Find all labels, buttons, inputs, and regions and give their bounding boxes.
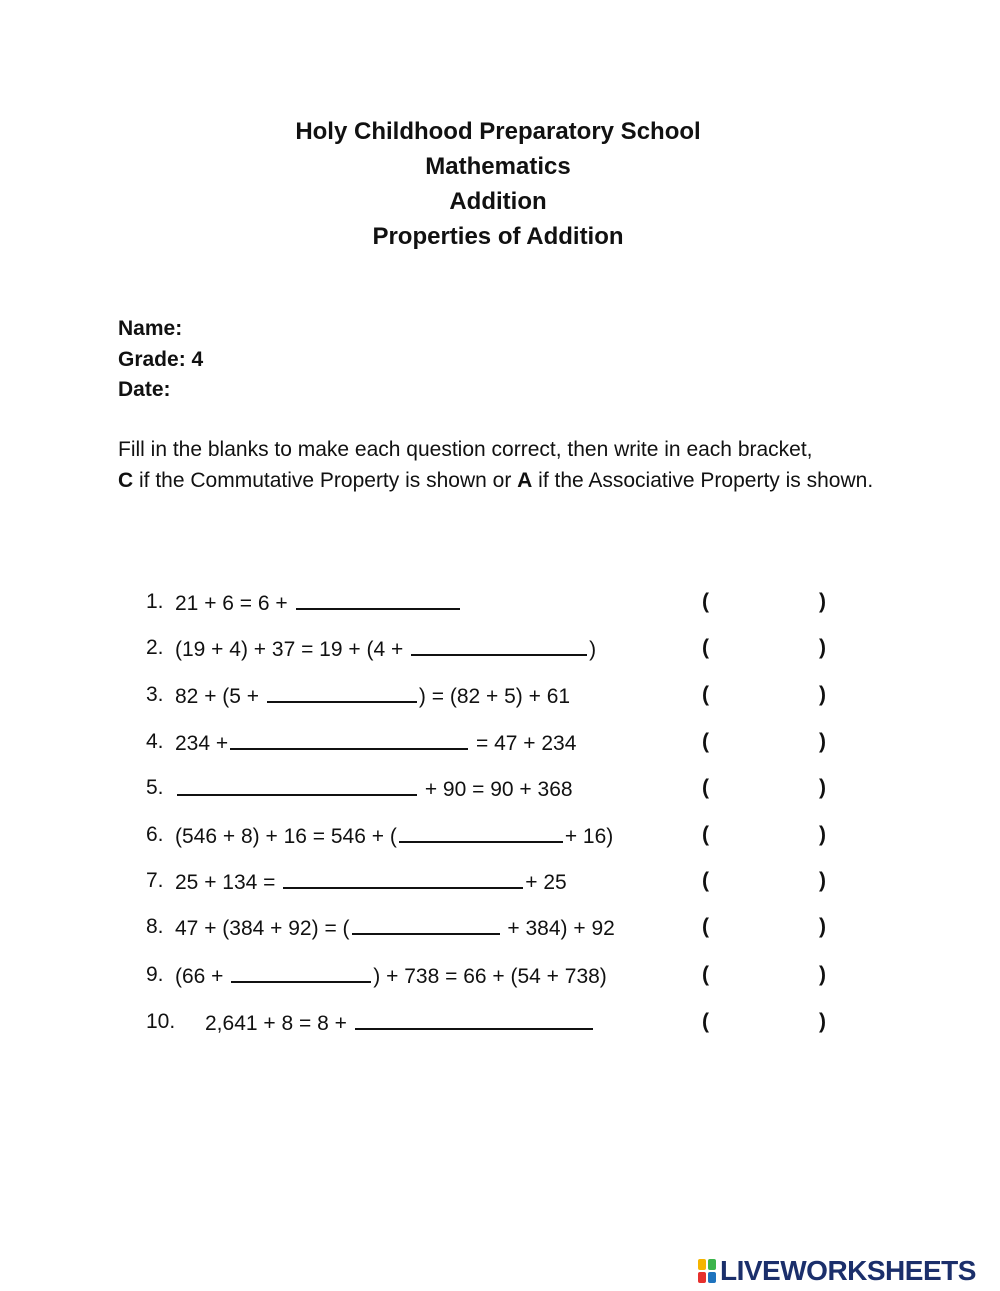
question-number: 7. — [146, 869, 164, 892]
question-10 — [0, 1006, 1000, 1038]
question-8 — [0, 911, 1000, 943]
answer-blank[interactable] — [399, 819, 563, 843]
worksheet-header — [0, 114, 996, 254]
question-4 — [0, 726, 1000, 758]
instructions — [118, 435, 898, 496]
bracket-open: ( — [702, 869, 709, 892]
instructions-part3: if the Associative Property is shown. — [532, 468, 874, 492]
question-5 — [0, 772, 1000, 804]
bracket-open: ( — [702, 776, 709, 799]
bracket-close: ) — [819, 823, 826, 846]
bracket-close: ) — [819, 1010, 826, 1033]
equation-before: 82 + (5 + — [175, 685, 265, 708]
liveworksheets-logo — [697, 1254, 976, 1288]
subject-title: Mathematics — [425, 153, 571, 180]
question-1 — [0, 586, 1000, 618]
question-equation — [175, 586, 462, 620]
question-equation — [175, 679, 570, 713]
equation-before: 234 + — [175, 732, 229, 755]
bracket-close: ) — [819, 915, 826, 938]
bracket-open: ( — [702, 590, 709, 613]
question-equation — [175, 865, 567, 899]
equation-before: 25 + 134 = — [175, 871, 282, 894]
equation-after: ) + 738 = 66 + (54 + 738) — [373, 965, 607, 988]
answer-blank[interactable] — [283, 865, 523, 889]
equation-after: ) — [589, 638, 597, 661]
equation-after: = 47 + 234 — [470, 732, 577, 755]
question-equation — [175, 819, 613, 853]
question-equation — [205, 1006, 595, 1040]
question-equation — [175, 632, 596, 666]
bracket-open: ( — [702, 963, 709, 986]
equation-after: ) = (82 + 5) + 61 — [418, 685, 571, 708]
question-number: 1. — [146, 590, 164, 613]
commutative-letter: C — [118, 468, 134, 492]
bracket-close: ) — [819, 963, 826, 986]
question-7 — [0, 865, 1000, 897]
question-equation — [175, 959, 607, 993]
school-name: Holy Childhood Preparatory School — [295, 118, 701, 145]
bracket-close: ) — [819, 683, 826, 706]
question-2 — [0, 632, 1000, 664]
answer-blank[interactable] — [296, 586, 460, 610]
question-number: 9. — [146, 963, 164, 986]
answer-blank[interactable] — [177, 772, 417, 796]
topic-title: Addition — [449, 188, 547, 215]
question-number: 8. — [146, 915, 164, 938]
answer-blank[interactable] — [267, 679, 417, 703]
bracket-open: ( — [702, 683, 709, 706]
bracket-close: ) — [819, 730, 826, 753]
answer-blank[interactable] — [411, 632, 587, 656]
answer-blank[interactable] — [355, 1006, 593, 1030]
bracket-open: ( — [702, 730, 709, 753]
question-equation — [175, 772, 573, 806]
associative-letter: A — [517, 468, 533, 492]
question-number: 4. — [146, 730, 164, 753]
question-6 — [0, 819, 1000, 851]
question-number: 6. — [146, 823, 164, 846]
question-equation — [175, 911, 615, 945]
equation-after: + 384) + 92 — [501, 917, 615, 940]
name-label: Name: — [118, 317, 183, 340]
question-number: 5. — [146, 776, 164, 799]
question-number: 3. — [146, 683, 164, 706]
equation-before: 21 + 6 = 6 + — [175, 592, 294, 615]
student-info — [118, 314, 203, 406]
grade-label: Grade: 4 — [118, 347, 204, 371]
instructions-part1: Fill in the blanks to make each question correct, then write in each bracket, — [118, 438, 813, 461]
bracket-close: ) — [819, 636, 826, 659]
question-equation — [175, 726, 576, 760]
equation-before: (19 + 4) + 37 = 19 + (4 + — [175, 638, 410, 661]
equation-before: 2,641 + 8 = 8 + — [205, 1012, 353, 1035]
equation-after: + 16) — [564, 825, 614, 848]
equation-before: (546 + 8) + 16 = 546 + ( — [175, 825, 397, 848]
bracket-open: ( — [702, 915, 709, 938]
equation-before: 47 + (384 + 92) = ( — [175, 917, 350, 940]
equation-after: + 25 — [525, 871, 567, 894]
bracket-open: ( — [702, 1010, 709, 1033]
bracket-close: ) — [819, 590, 826, 613]
instructions-part2: if the Commutative Property is shown or — [133, 468, 518, 492]
bracket-close: ) — [819, 869, 826, 892]
answer-blank[interactable] — [231, 959, 371, 983]
equation-after: + 90 = 90 + 368 — [419, 778, 573, 801]
logo-text: LIVEWORKSHEETS — [720, 1255, 976, 1286]
bracket-open: ( — [702, 823, 709, 846]
question-9 — [0, 959, 1000, 991]
question-number: 2. — [146, 636, 164, 659]
subtopic-title: Properties of Addition — [372, 223, 624, 250]
bracket-open: ( — [702, 636, 709, 659]
question-number: 10. — [146, 1010, 176, 1033]
logo-mark-icon — [697, 1258, 717, 1284]
answer-blank[interactable] — [230, 726, 468, 750]
question-3 — [0, 679, 1000, 711]
date-label: Date: — [118, 378, 171, 401]
equation-before: (66 + — [175, 965, 230, 988]
bracket-close: ) — [819, 776, 826, 799]
answer-blank[interactable] — [352, 911, 500, 935]
